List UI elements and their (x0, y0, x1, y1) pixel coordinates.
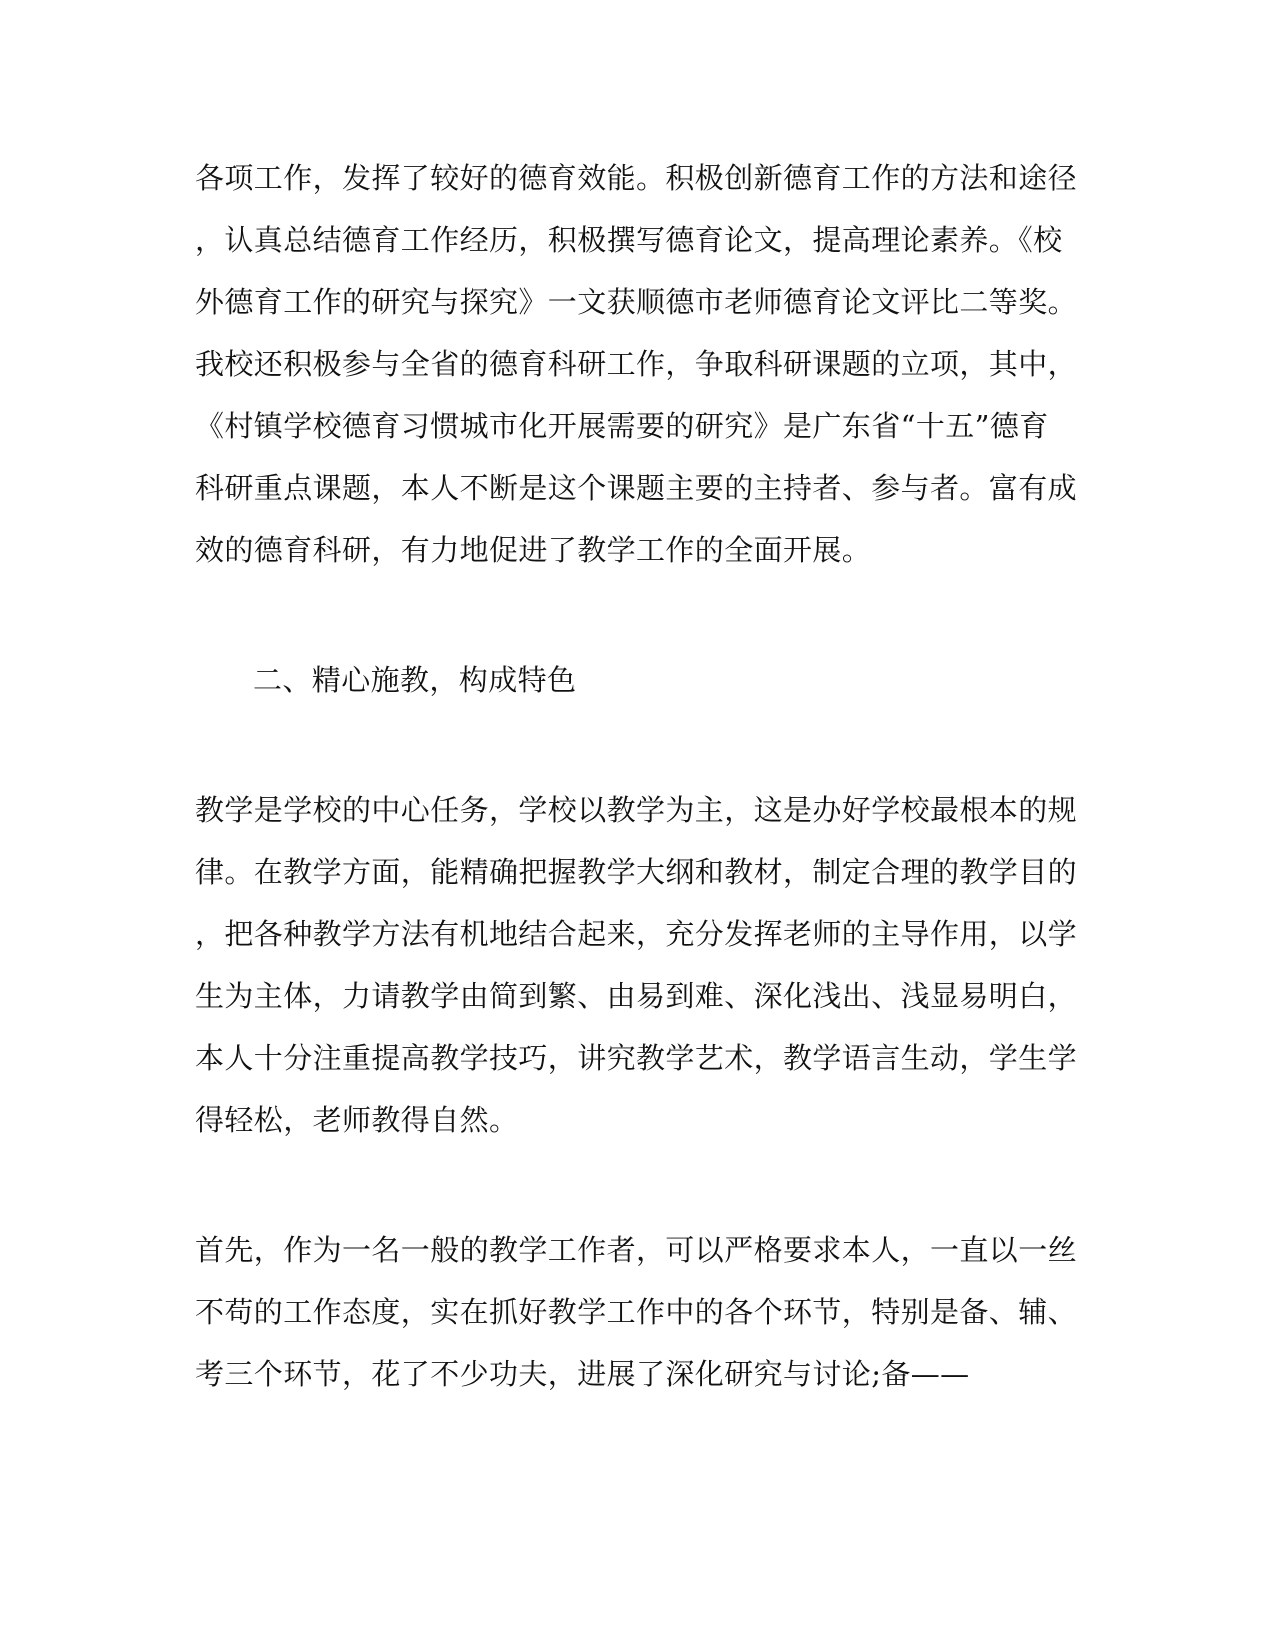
paragraph-1-line-3: 外德育工作的研究与探究》一文获顺德市老师德育论文评比二等奖。 (195, 285, 1078, 319)
paragraph-2-line-6: 得轻松，老师教得自然。 (195, 1103, 519, 1137)
paragraph-1-line-5: 《村镇学校德育习惯城市化开展需要的研究》是广东省“十五”德育 (195, 409, 1049, 443)
section-heading: 二、精心施教，构成特色 (253, 663, 577, 697)
paragraph-3-line-2: 不苟的工作态度，实在抓好教学工作中的各个环节，特别是备、辅、 (195, 1295, 1078, 1329)
paragraph-3-line-3: 考三个环节，花了不少功夫，进展了深化研究与讨论;备—— (195, 1357, 970, 1391)
paragraph-3-line-1: 首先，作为一名一般的教学工作者，可以严格要求本人，一直以一丝 (195, 1233, 1078, 1267)
paragraph-1-line-6: 科研重点课题，本人不断是这个课题主要的主持者、参与者。富有成 (195, 471, 1078, 505)
paragraph-2-line-5: 本人十分注重提高教学技巧，讲究教学艺术，教学语言生动，学生学 (195, 1041, 1078, 1075)
paragraph-1-line-1: 各项工作，发挥了较好的德育效能。积极创新德育工作的方法和途径 (195, 161, 1078, 195)
paragraph-1-line-4: 我校还积极参与全省的德育科研工作，争取科研课题的立项，其中， (195, 347, 1078, 381)
paragraph-1-line-2: ，认真总结德育工作经历，积极撰写德育论文，提高理论素养。《校 (195, 223, 1063, 257)
paragraph-2-line-3: ，把各种教学方法有机地结合起来，充分发挥老师的主导作用，以学 (195, 917, 1078, 951)
paragraph-2-line-2: 律。在教学方面，能精确把握教学大纲和教材，制定合理的教学目的 (195, 855, 1078, 889)
paragraph-1-line-7: 效的德育科研，有力地促进了教学工作的全面开展。 (195, 533, 872, 567)
paragraph-2-line-4: 生为主体，力请教学由简到繁、由易到难、深化浅出、浅显易明白， (195, 979, 1078, 1013)
paragraph-2-line-1: 教学是学校的中心任务，学校以教学为主，这是办好学校最根本的规 (195, 793, 1078, 827)
